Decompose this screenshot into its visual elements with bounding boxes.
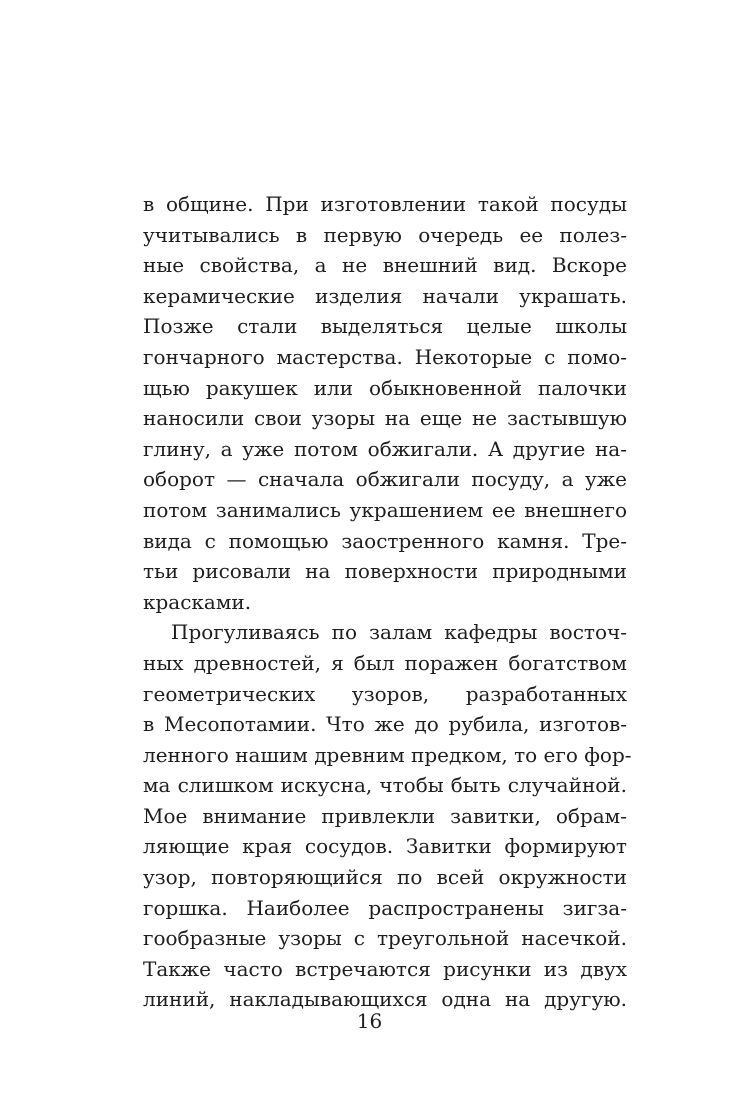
text-line: гончарного мастерства. Некоторые с помо- — [143, 344, 627, 369]
text-line: Позже стали выделяться целые школы — [143, 314, 627, 339]
text-line: оборот — сначала обжигали посуду, а уже — [143, 467, 627, 492]
text-line: линий, накладывающихся одна на другую. — [143, 987, 627, 1012]
text-line: потом занимались украшением ее внешнего — [143, 497, 627, 522]
paragraph-2 — [143, 617, 632, 1015]
text-line: красками. — [143, 589, 252, 614]
text-line: вида с помощью заостренного камня. Тре- — [143, 528, 627, 553]
text-line: ные свойства, а не внешний вид. Вскоре — [143, 253, 627, 278]
body-text — [143, 189, 632, 1015]
text-line: ленного нашим древним предком, то его фор- — [143, 742, 632, 767]
text-line: в Месопотамии. Что же до рубила, изготов- — [143, 712, 627, 737]
text-line: ма слишком искусна, чтобы быть случайной. — [143, 773, 627, 798]
text-line: геометрических узоров, разработанных — [143, 681, 627, 706]
text-line: узор, повторяющийся по всей окружности — [143, 865, 627, 890]
text-line: Также часто встречаются рисунки из двух — [143, 956, 627, 981]
text-line: глину, а уже потом обжигали. А другие на- — [143, 436, 627, 461]
text-line: наносили свои узоры на еще не застывшую — [143, 406, 627, 431]
text-line: Мое внимание привлекли завитки, обрам- — [143, 803, 627, 828]
text-line: ляющие края сосудов. Завитки формируют — [143, 834, 627, 859]
page-number: 16 — [356, 1009, 383, 1033]
text-line: керамические изделия начали украшать. — [143, 283, 627, 308]
text-line: тьи рисовали на поверхности природными — [143, 559, 627, 584]
text-line: учитывались в первую очередь ее полез- — [143, 222, 627, 247]
paragraph-1 — [143, 189, 627, 617]
text-line: в общине. При изготовлении такой посуды — [143, 192, 627, 216]
text-line: ных древностей, я был поражен богатством — [143, 650, 627, 675]
text-line: Прогуливаясь по залам кафедры восточ- — [171, 620, 627, 645]
text-line: гообразные узоры с треугольной насечкой. — [143, 926, 627, 951]
text-line: горшка. Наиболее распространены зигза- — [143, 895, 627, 920]
text-line: щью ракушек или обыкновенной палочки — [143, 375, 627, 400]
